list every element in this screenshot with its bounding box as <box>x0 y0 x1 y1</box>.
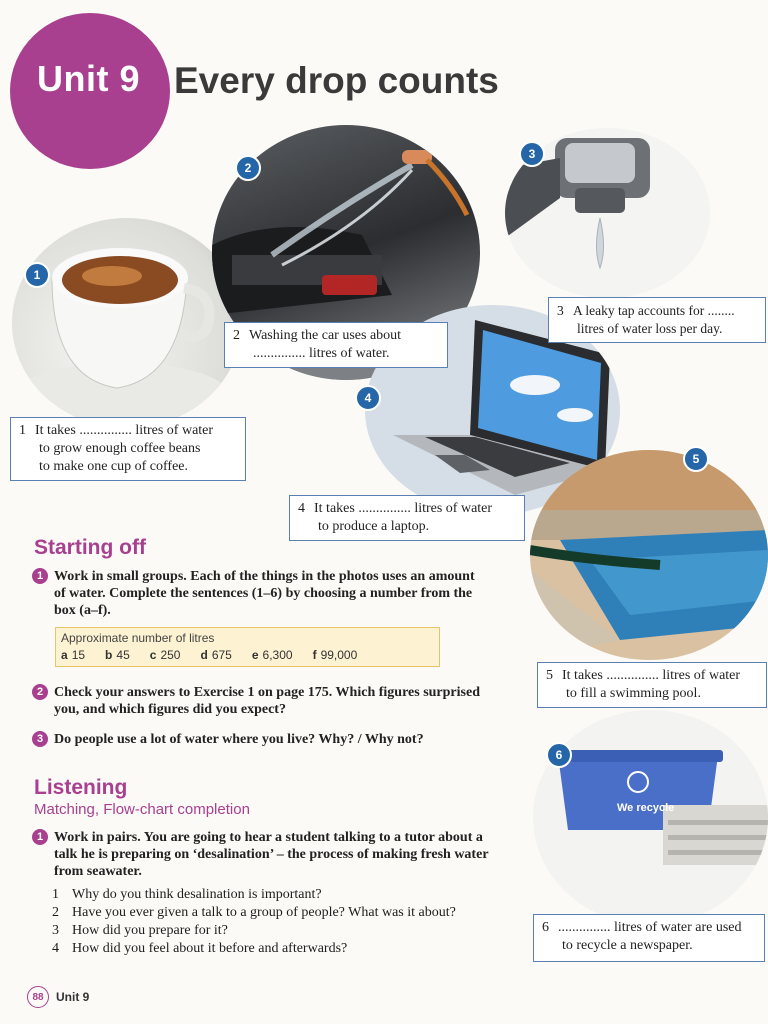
exercise-number: 2 <box>32 684 48 700</box>
caption-1: 1 It takes ............... litres of water to grow enough coffee beans to make one cup of coffee. <box>10 417 246 481</box>
caption-4: 4 It takes ............... litres of water to produce a laptop. <box>289 495 525 541</box>
photo-recycling <box>533 710 768 925</box>
exercise-number: 1 <box>32 829 48 845</box>
starting-off-exercise-1: 1 Work in small groups. Each of the things in the photos uses an amount of water. Complete the sentences (1–6) by choosing a number from the box (a–f). <box>54 568 484 619</box>
photo-swimming-pool <box>530 450 768 660</box>
option-c: c 250 <box>149 648 181 662</box>
exercise-number: 3 <box>32 731 48 747</box>
option-d: d 675 <box>200 648 232 662</box>
caption-2: 2 Washing the car uses about ............... litres of water. <box>224 322 448 368</box>
unit-label: Unit 9 <box>37 58 141 99</box>
recycle-bin-text: We recycle <box>617 802 675 814</box>
pool-illustration <box>530 450 768 660</box>
photo-number-1: 1 <box>24 262 50 288</box>
page-number: 88 <box>27 986 49 1008</box>
listening-exercise-1: 1 Work in pairs. You are going to hear a student talking to a tutor about a talk he is preparing on ‘desalination’ – the process of making fresh water from seawater. <box>54 829 494 880</box>
question-item: 4 How did you feel about it before and afterwards? <box>52 941 348 956</box>
question-item: 3 How did you prepare for it? <box>52 923 228 938</box>
option-a: a 15 <box>61 648 86 662</box>
question-item: 2 Have you ever given a talk to a group of people? What was it about? <box>52 905 456 920</box>
caption-5: 5 It takes ............... litres of water to fill a swimming pool. <box>537 662 767 708</box>
starting-off-exercise-2: 2 Check your answers to Exercise 1 on page 175. Which figures surprised you, and which figures did you expect? <box>54 684 484 718</box>
page-title: Every drop counts <box>174 60 499 101</box>
option-f: f 99,000 <box>312 648 358 662</box>
photo-number-6: 6 <box>546 742 572 768</box>
starting-off-exercise-3: 3 Do people use a lot of water where you live? Why? / Why not? <box>54 731 494 748</box>
coffee-cup-illustration <box>12 218 242 428</box>
photo-coffee <box>12 218 242 428</box>
exercise-number: 1 <box>32 568 48 584</box>
listening-questions <box>52 886 456 958</box>
litres-options-row <box>61 648 434 662</box>
question-item: 1 Why do you think desalination is important? <box>52 887 322 902</box>
photo-number-4: 4 <box>355 385 381 411</box>
litres-options-box <box>55 627 440 667</box>
photo-number-2: 2 <box>235 155 261 181</box>
section-title-listening: Listening <box>34 776 128 799</box>
caption-6: 6 ............... litres of water are used to recycle a newspaper. <box>533 914 765 962</box>
litres-box-title: Approximate number of litres <box>61 631 215 645</box>
section-title-starting-off: Starting off <box>34 536 146 559</box>
caption-3: 3 A leaky tap accounts for ........ litres of water loss per day. <box>548 297 766 343</box>
footer-unit-label: Unit 9 <box>56 990 90 1004</box>
option-e: e 6,300 <box>251 648 293 662</box>
listening-subtitle: Matching, Flow-chart completion <box>34 801 250 818</box>
photo-number-3: 3 <box>519 141 545 167</box>
photo-number-5: 5 <box>683 446 709 472</box>
recycling-illustration <box>533 710 768 925</box>
option-b: b 45 <box>105 648 130 662</box>
